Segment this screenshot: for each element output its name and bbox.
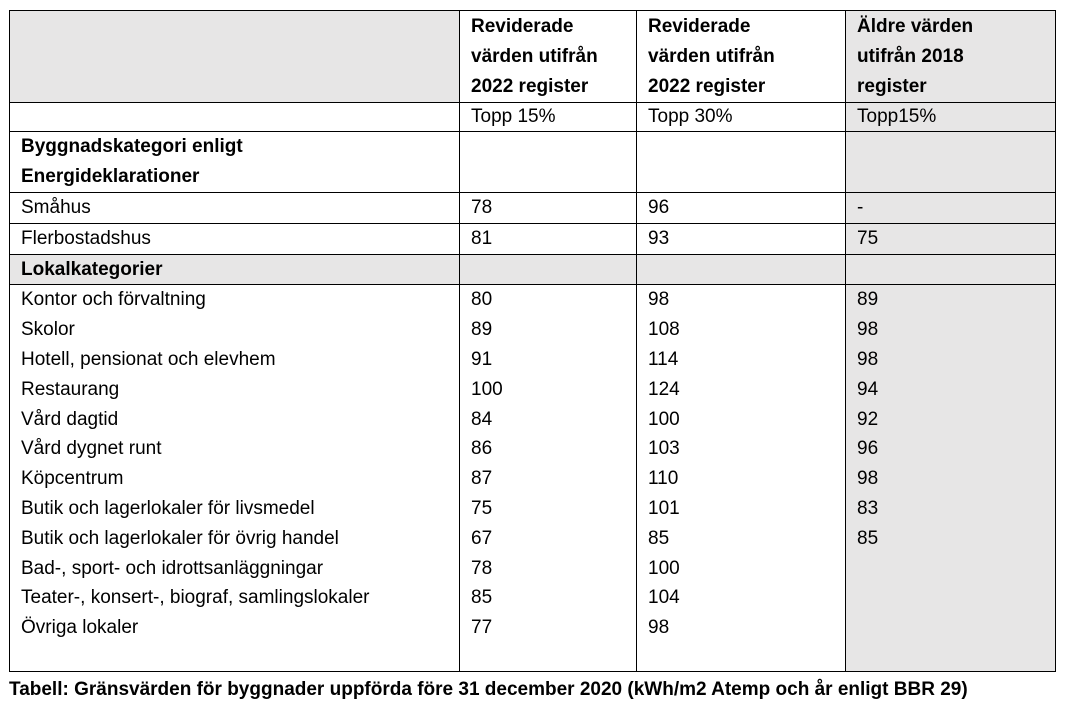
list-item — [857, 613, 1055, 643]
list-item: 98 — [857, 468, 879, 490]
list-item: 92 — [857, 408, 879, 430]
row-label: Småhus — [10, 193, 460, 224]
section-2-values-3 — [846, 285, 1056, 672]
list-item — [857, 554, 1055, 584]
section-2-title: Lokalkategorier — [10, 254, 460, 285]
list-item: Vård dygnet runt — [21, 438, 162, 460]
section-1-title-line: Byggnadskategori enligt — [21, 136, 243, 157]
list-item: 86 — [471, 438, 493, 460]
threshold-table — [9, 10, 1056, 672]
list-item: 98 — [648, 617, 670, 639]
list-item: 100 — [471, 378, 503, 400]
list-item: 103 — [648, 438, 680, 460]
header-col-3-line: register — [857, 76, 927, 97]
header-col-1-line: värden utifrån — [471, 46, 598, 67]
empty-cell — [637, 254, 846, 285]
header-col-3-line: Äldre värden — [857, 16, 974, 37]
table-header-row — [10, 11, 1056, 103]
empty-cell — [460, 254, 637, 285]
list-item: Restaurang — [21, 378, 120, 400]
section-1-title-line: Energideklarationer — [21, 165, 200, 187]
list-item: 67 — [471, 527, 493, 549]
list-item: 91 — [471, 348, 493, 370]
subheader-col-3: Topp15% — [846, 103, 1056, 132]
empty-cell — [846, 132, 1056, 193]
empty-cell — [637, 132, 846, 193]
table-row — [10, 193, 1056, 224]
list-item: Teater-, konsert-, biograf, samlingslokaler — [21, 587, 370, 609]
section-2-body — [10, 285, 1056, 672]
list-item: Bad-, sport- och idrottsanläggningar — [21, 557, 324, 579]
header-col-2-line: värden utifrån — [648, 46, 775, 67]
list-item: Butik och lagerlokaler för livsmedel — [21, 497, 315, 519]
list-item: 85 — [648, 527, 670, 549]
list-item: Köpcentrum — [21, 468, 124, 490]
list-item: 89 — [857, 289, 879, 311]
list-item: 100 — [648, 408, 680, 430]
table-caption: Tabell: Gränsvärden för byggnader uppförda före 31 december 2020 (kWh/m2 Atemp och år enligt BBR 29) — [9, 679, 968, 700]
list-item — [857, 583, 1055, 613]
list-item: 98 — [857, 348, 879, 370]
list-item: Butik och lagerlokaler för övrig handel — [21, 527, 339, 549]
section-2-labels — [10, 285, 460, 672]
header-col-1-line: Reviderade — [471, 16, 574, 37]
list-item: 124 — [648, 378, 680, 400]
subheader-row — [10, 103, 1056, 132]
list-item: 101 — [648, 497, 680, 519]
list-item: 89 — [471, 319, 493, 341]
section-heading-row — [10, 254, 1056, 285]
row-value-2: 96 — [637, 193, 846, 224]
list-item: 104 — [648, 587, 680, 609]
header-col-2-line: Reviderade — [648, 16, 751, 37]
list-item: 100 — [648, 557, 680, 579]
list-item: 96 — [857, 438, 879, 460]
row-value-2: 93 — [637, 223, 846, 254]
list-item: Kontor och förvaltning — [21, 289, 206, 311]
list-item: 94 — [857, 378, 879, 400]
list-item: 98 — [857, 319, 879, 341]
list-item: 85 — [857, 527, 879, 549]
table-row — [10, 223, 1056, 254]
row-value-1: 81 — [460, 223, 637, 254]
list-item: 87 — [471, 468, 493, 490]
list-item: Hotell, pensionat och elevhem — [21, 348, 276, 370]
header-col-3-line: utifrån 2018 — [857, 46, 964, 67]
row-value-3: 75 — [846, 223, 1056, 254]
subheader-col-1: Topp 15% — [460, 103, 637, 132]
list-item: 75 — [471, 497, 493, 519]
section-1-title — [10, 132, 460, 193]
section-2-values-2 — [637, 285, 846, 672]
list-item: 78 — [471, 557, 493, 579]
list-item: 85 — [471, 587, 493, 609]
row-value-1: 78 — [460, 193, 637, 224]
row-label: Flerbostadshus — [10, 223, 460, 254]
section-heading-row — [10, 132, 1056, 193]
subheader-empty-cell — [10, 103, 460, 132]
list-item: 84 — [471, 408, 493, 430]
header-col-1-line: 2022 register — [471, 76, 589, 97]
list-item: 114 — [648, 348, 679, 370]
subheader-col-2: Topp 30% — [637, 103, 846, 132]
empty-cell — [460, 132, 637, 193]
list-item: 77 — [471, 617, 493, 639]
list-item: 98 — [648, 289, 670, 311]
list-item: 83 — [857, 497, 879, 519]
header-col-1 — [460, 11, 637, 103]
header-col-2 — [637, 11, 846, 103]
list-item: 80 — [471, 289, 493, 311]
list-item: 108 — [648, 319, 680, 341]
header-col-3 — [846, 11, 1056, 103]
list-item: 110 — [648, 468, 679, 490]
section-2-values-1 — [460, 285, 637, 672]
list-item: Övriga lokaler — [21, 617, 139, 639]
header-col-2-line: 2022 register — [648, 76, 766, 97]
list-item: Vård dagtid — [21, 408, 119, 430]
list-item: Skolor — [21, 319, 75, 341]
header-empty-cell — [10, 11, 460, 103]
row-value-3: - — [846, 193, 1056, 224]
empty-cell — [846, 254, 1056, 285]
